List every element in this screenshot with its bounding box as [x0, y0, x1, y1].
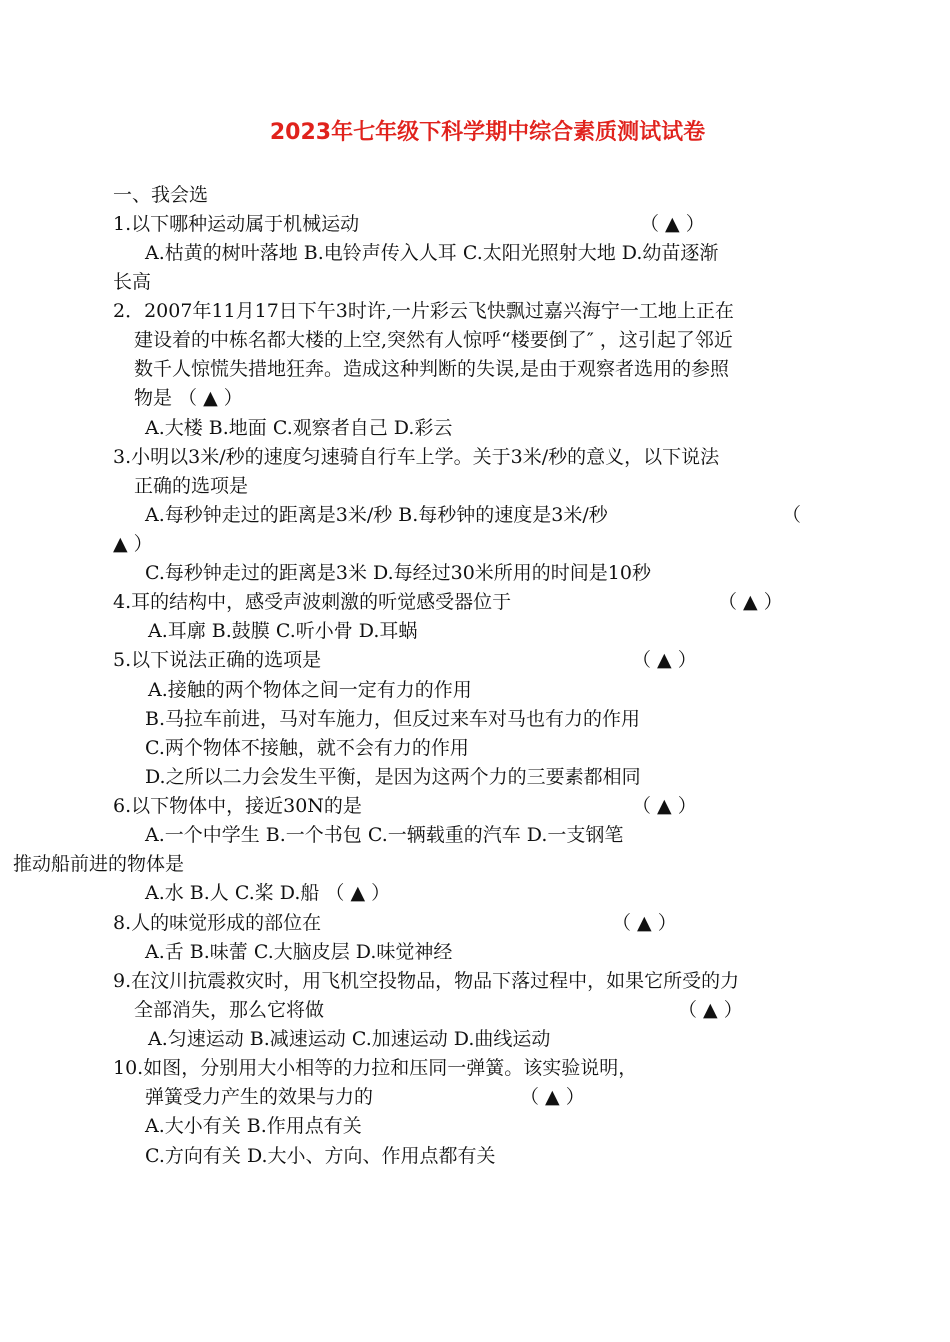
question-3-answer-blank-open: （ — [782, 504, 802, 526]
question-10-options-ab: A.大小有关 B.作用点有关 — [145, 1115, 362, 1137]
question-5-stem: 5.以下说法正确的选项是 — [113, 649, 322, 671]
question-3-stem-line-1: 3.小明以3米/秒的速度匀速骑自行车上学。关于3米/秒的意义，以下说法 — [113, 446, 720, 468]
question-9-answer-blank: （ ▲ ） — [678, 999, 743, 1021]
page-title: 2023年七年级下科学期中综合素质测试试卷 — [269, 120, 706, 145]
question-1-options-wrap: 长高 — [113, 271, 152, 293]
question-8-stem: 8.人的味觉形成的部位在 — [113, 912, 322, 934]
question-3-options-cd: C.每秒钟走过的距离是3米 D.每经过30米所用的时间是10秒 — [145, 562, 651, 584]
question-4-options: A.耳廓 B.鼓膜 C.听小骨 D.耳蜗 — [148, 620, 418, 642]
question-6-answer-blank: （ ▲ ） — [632, 795, 697, 817]
question-5-option-b: B.马拉车前进，马对车施力，但反过来车对马也有力的作用 — [145, 708, 641, 730]
question-4-answer-blank: （ ▲ ） — [718, 591, 783, 613]
question-9-options: A.匀速运动 B.减速运动 C.加速运动 D.曲线运动 — [148, 1028, 551, 1050]
question-10-answer-blank: （ ▲ ） — [520, 1086, 585, 1108]
question-1-answer-blank: （ ▲ ） — [640, 213, 705, 235]
question-10-options-cd: C.方向有关 D.大小、方向、作用点都有关 — [145, 1145, 496, 1167]
question-5-answer-blank: （ ▲ ） — [632, 649, 697, 671]
question-8-options: A.舌 B.味蕾 C.大脑皮层 D.味觉神经 — [145, 941, 453, 963]
question-2-stem-line-1: 2．2007年11月17日下午3时许,一片彩云飞快飘过嘉兴海宁一工地上正在 — [113, 300, 734, 322]
question-1-options: A.枯黄的树叶落地 B.电铃声传入人耳 C.太阳光照射大地 D.幼苗逐渐 — [145, 242, 719, 264]
question-6-options: A.一个中学生 B.一个书包 C.一辆载重的汽车 D.一支钢笔 — [145, 824, 624, 846]
question-9-stem-line-2: 全部消失，那么它将做 — [134, 999, 325, 1021]
question-9-stem-line-1: 9.在汶川抗震救灾时，用飞机空投物品，物品下落过程中，如果它所受的力 — [113, 970, 740, 992]
question-4-stem: 4.耳的结构中，感受声波刺激的听觉感受器位于 — [113, 591, 512, 613]
question-5-option-d: D.之所以二力会发生平衡，是因为这两个力的三要素都相同 — [145, 766, 641, 788]
question-3-stem-line-2: 正确的选项是 — [134, 475, 249, 497]
question-2-options: A.大楼 B.地面 C.观察者自己 D.彩云 — [145, 417, 453, 439]
question-6-stem: 6.以下物体中，接近30N的是 — [113, 795, 362, 817]
question-3-answer-blank-close: ▲ ） — [113, 533, 153, 555]
question-8-answer-blank: （ ▲ ） — [612, 912, 677, 934]
question-5-option-a: A.接触的两个物体之间一定有力的作用 — [148, 679, 472, 701]
question-7-options: A.水 B.人 C.桨 D.船 （ ▲ ） — [145, 882, 391, 904]
question-1-stem: 1.以下哪种运动属于机械运动 — [113, 213, 360, 235]
question-3-options-ab: A.每秒钟走过的距离是3米/秒 B.每秒钟的速度是3米/秒 — [145, 504, 608, 526]
question-2-stem-line-2: 建设着的中栋名都大楼的上空,突然有人惊呼“楼要倒了″ ，这引起了邻近 — [134, 329, 733, 351]
question-2-stem-line-3: 数千人惊慌失措地狂奔。造成这种判断的失误,是由于观察者选用的参照 — [134, 358, 730, 380]
question-2-stem-line-4: 物是 （ ▲ ） — [134, 387, 243, 409]
question-10-stem-line-2: 弹簧受力产生的效果与力的 — [145, 1086, 374, 1108]
section-heading: 一、我会选 — [113, 184, 209, 206]
question-10-stem-line-1: 10.如图，分别用大小相等的力拉和压同一弹簧。该实验说明， — [113, 1057, 638, 1079]
question-7-stem: 推动船前进的物体是 — [13, 853, 185, 875]
question-5-option-c: C.两个物体不接触，就不会有力的作用 — [145, 737, 469, 759]
